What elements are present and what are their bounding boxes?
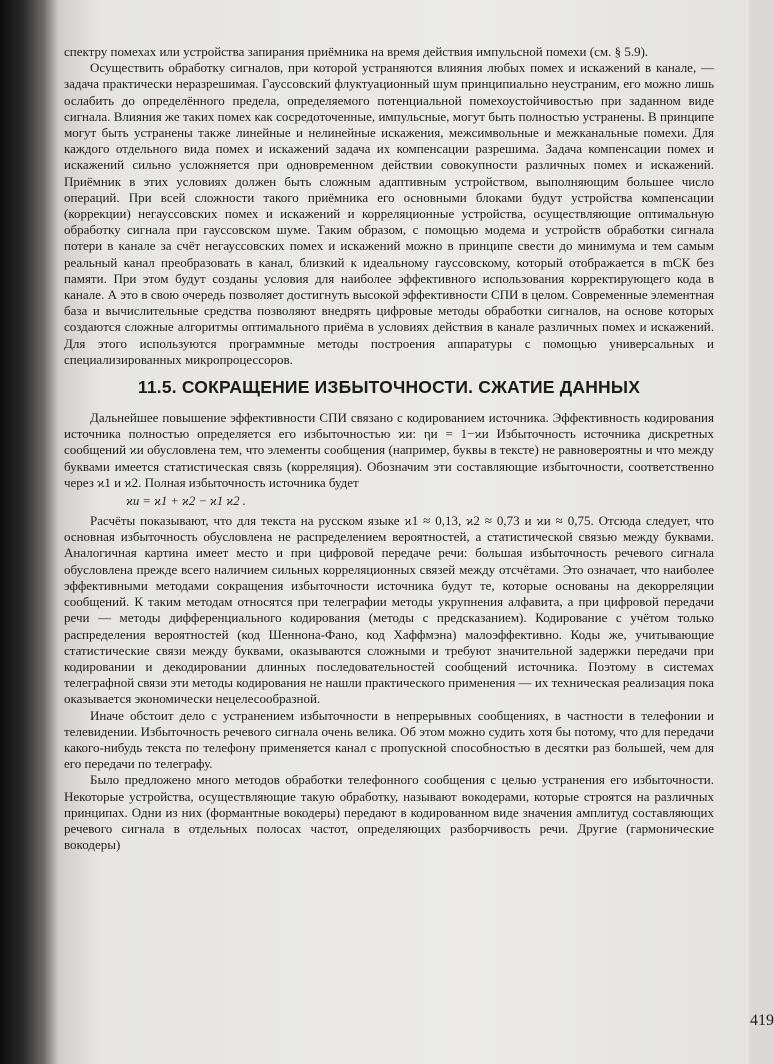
- section-heading: 11.5. СОКРАЩЕНИЕ ИЗБЫТОЧНОСТИ. СЖАТИЕ ДАННЫХ: [137, 377, 641, 398]
- page-text: [64, 44, 714, 853]
- paragraph-signal-processing: Осуществить обработку сигналов, при которой устраняются влияния любых помех и искажений в канале, — задача практически неразрешимая. Гауссовский флуктуационный шум принципиально неустраним, его можно лишь ослабить до определённого предела, определяемого потенциальной помехоустойчивостью при заданном виде сигнала. Влияния же таких помех как сосредоточенные, импульсные, могут быть полностью устранены. В принципе могут быть устранены также линейные и нелинейные искажения, межсимвольные и межканальные помехи. Для каждого отдельного вида помех и искажений задача их компенсации разрешима. Задача компенсации помех и искажений сильно усложняется при одновременном действии совокупности различных помех и искажений. Приёмник в этих условиях должен быть сложным адаптивным устройством, выполняющим большее число операций. При всей сложности такого приёмника его основными блоками будут устройства компенсации (коррекции) негауссовских помех и искажений и корреляционные устройства, осуществляющие оптимальную обработку сигнала при гауссовском шуме. Таким образом, с помощью модема и устройств обработки сигнала потери в канале за счёт негауссовских помех и искажений можно в принципе свести до минимума и тем самым реальный канал преобразовать в канал, близкий к идеальному гауссовскому, который отображается в mСК без памяти. При этом будут созданы условия для наиболее эффективного использования корректирующего кода в канале. А это в свою очередь позволяет достигнуть высокой эффективности СПИ в целом. Современные элементная база и вычислительные средства позволяют внедрять цифровые методы обработки сигналов, на основе которых создаются сложные алгоритмы оптимального приёма в условиях действия в канале различных помех и искажений. Для этого используются программные методы построения аппаратуры с помощью универсальных и специализированных микропроцессоров.: [64, 60, 714, 367]
- paragraph-source-coding: Дальнейшее повышение эффективности СПИ связано с кодированием источника. Эффективность кодирования источника полностью определяется его избыточностью ϰи: ηи = 1−ϰи Избыточность источника дискретных сообщений ϰи обусловлена тем, что элементы сообщения (например, буквы в тексте) не равновероятны и что между буквами имеется статистическая связь (корреляция). Обозначим эти составляющие избыточности, соответственно через ϰ1 и ϰ2. Полная избыточность источника будет: [64, 410, 714, 490]
- paragraph-calculations: Расчёты показывают, что для текста на русском языке ϰ1 ≈ 0,13, ϰ2 ≈ 0,73 и ϰи ≈ 0,75. Отсюда следует, что основная избыточность обусловлена не распределением вероятностей, а статистической связью между буквами. Аналогичная картина имеет место и при цифровой передаче речи: большая избыточность речевого сигнала обусловлена прежде всего наличием сильных корреляционных связей между отсчётами. Это означает, что наиболее эффективными методами сокращения избыточности источника будут те, которые основаны на декорреляции сообщений. К таким методам относятся при телеграфии методы укрупнения алфавита, а при цифровой передачи речи — методы дифференциального кодирования (методы с предсказанием). Кодирование с учётом только распределения вероятностей (код Шеннона-Фано, код Хаффмэна) малоэффективно. Коды же, учитывающие статистические связи между буквами, оказываются сложными и требуют значительной задержки передачи при кодировании и декодировании длинных последовательностей сообщений источника. Поэтому в системах телеграфной связи эти методы кодирования не нашли практического применения — их техническая реализация пока оказывается экономически нецелесообразной.: [64, 513, 714, 707]
- formula-redundancy: ϰи = ϰ1 + ϰ2 − ϰ1 ϰ2 .: [126, 494, 246, 509]
- paragraph-continuous-messages: Иначе обстоит дело с устранением избыточности в непрерывных сообщениях, в частности в телефонии и телевидении. Избыточность речевого сигнала очень велика. Об этом можно судить хотя бы потому, что для передачи какого-нибудь текста по телефону применяется канал с пропускной способностью в десятки раз большей, чем для его передачи по телеграфу.: [64, 707, 714, 772]
- page-number: 419: [750, 1012, 774, 1029]
- book-binding-shadow: [0, 0, 58, 1064]
- book-page: [58, 0, 774, 1064]
- paragraph-vocoders: Было предложено много методов обработки телефонного сообщения с целью устранения его избыточности. Некоторые устройства, осуществляющие такую обработку, называют вокодерами, которые строятся на различных принципах. Одни из них (формантные вокодеры) передают в кодированном виде значения амплитуд составляющих речевого сигнала в отдельных полосах частот, определяющих разборчивость речи. Другие (гармонические вокодеры): [64, 772, 714, 853]
- paragraph-continuation: спектру помехах или устройства запирания приёмника на время действия импульсной помехи (см. § 5.9).: [64, 44, 649, 59]
